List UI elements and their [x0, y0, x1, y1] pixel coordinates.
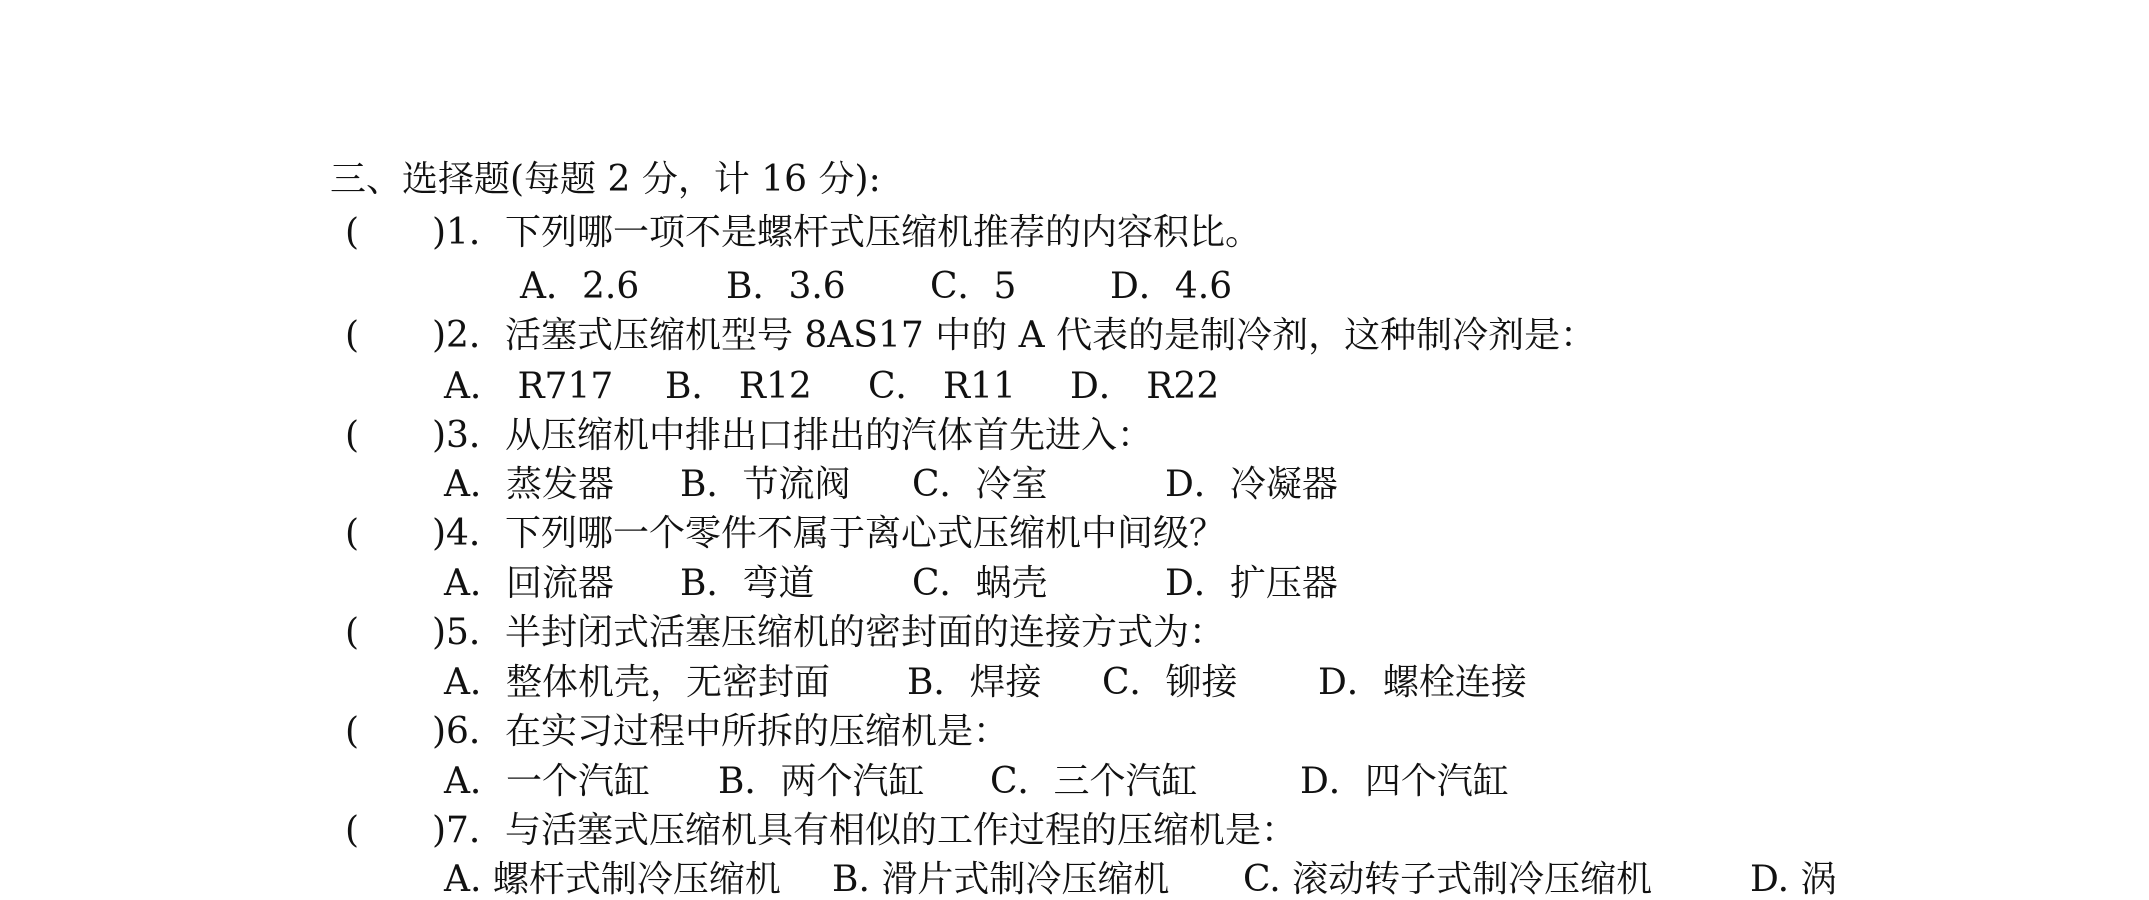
question-stem: )3．从压缩机中排出口排出的汽体首先进入： — [432, 415, 1153, 456]
answer-blank-open-paren: ( — [345, 315, 360, 356]
option-d: D．冷凝器 — [1165, 464, 1338, 505]
option-a: A．蒸发器 — [444, 464, 614, 505]
option-d: D． R22 — [1070, 366, 1220, 407]
option-a: A．2.6 — [520, 266, 640, 307]
answer-blank-open-paren: ( — [345, 212, 360, 253]
option-c: C．三个汽缸 — [990, 761, 1198, 802]
option-c: C. 滚动转子式制冷压缩机 — [1243, 859, 1653, 900]
option-c: C．5 — [930, 266, 1017, 307]
question-stem: )4．下列哪一个零件不属于离心式压缩机中间级？ — [432, 513, 1225, 554]
option-d: D．扩压器 — [1165, 563, 1338, 604]
option-c: C．铆接 — [1102, 662, 1238, 703]
question-stem: )7．与活塞式压缩机具有相似的工作过程的压缩机是： — [432, 810, 1297, 851]
question-stem: )5．半封闭式活塞压缩机的密封面的连接方式为： — [432, 612, 1225, 653]
answer-blank-open-paren: ( — [345, 513, 360, 554]
section-title: 三、选择题(每题 2 分，计 16 分): — [330, 159, 881, 200]
answer-blank-open-paren: ( — [345, 810, 360, 851]
option-d: D. 涡 — [1750, 859, 1837, 900]
option-a: A． R717 — [444, 366, 614, 407]
option-c: C．冷室 — [912, 464, 1048, 505]
option-c: C．蜗壳 — [912, 563, 1048, 604]
question-stem: )6．在实习过程中所拆的压缩机是： — [432, 711, 1009, 752]
option-a: A. 螺杆式制冷压缩机 — [444, 859, 781, 900]
option-a: A．一个汽缸 — [444, 761, 650, 802]
answer-blank-open-paren: ( — [345, 415, 360, 456]
answer-blank-open-paren: ( — [345, 612, 360, 653]
option-b: B．焊接 — [907, 662, 1042, 703]
option-b: B．两个汽缸 — [718, 761, 925, 802]
option-a: A．整体机壳，无密封面 — [444, 662, 830, 703]
option-a: A．回流器 — [444, 563, 614, 604]
option-b: B. 滑片式制冷压缩机 — [832, 859, 1170, 900]
option-b: B． R12 — [665, 366, 812, 407]
question-stem: )2．活塞式压缩机型号 8AS17 中的 A 代表的是制冷剂，这种制冷剂是： — [432, 315, 1597, 356]
option-d: D．四个汽缸 — [1300, 761, 1509, 802]
option-c: C． R11 — [868, 366, 1016, 407]
answer-blank-open-paren: ( — [345, 711, 360, 752]
option-d: D．4.6 — [1110, 266, 1233, 307]
option-b: B．3.6 — [726, 266, 846, 307]
option-b: B．弯道 — [680, 563, 815, 604]
question-stem: )1．下列哪一项不是螺杆式压缩机推荐的内容积比。 — [432, 212, 1261, 253]
option-d: D．螺栓连接 — [1318, 662, 1527, 703]
option-b: B．节流阀 — [680, 464, 851, 505]
